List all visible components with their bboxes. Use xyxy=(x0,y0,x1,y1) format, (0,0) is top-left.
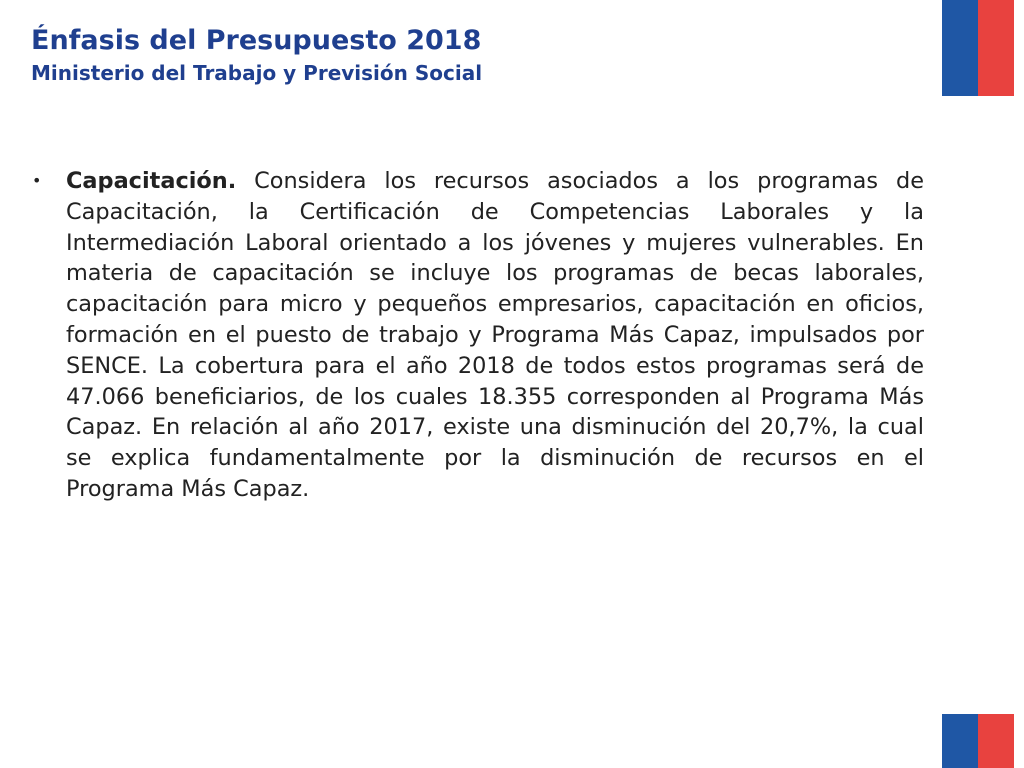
bullet-lead: Capacitación. xyxy=(66,168,237,194)
bullet-body: Considera los recursos asociados a los programas de Capacitación, la Certificación de Competencias Laborales y la Intermediación Laboral orientado a los jóvenes y mujeres vulnerables. En materia de capacitación se incluye los programas de becas laborales, capacitación para micro y pequeños empresarios, capacitación en oficios, formación en el puesto de trabajo y Programa Más Capaz, impulsados por SENCE. La cobertura para el año 2018 de todos estos programas será de 47.066 beneficiarios, de los cuales 18.355 corresponden al Programa Más Capaz. En relación al año 2017, existe una disminución del 20,7%, la cual se explica fundamentalmente por la disminución de recursos en el Programa Más Capaz. xyxy=(66,168,924,502)
slide-subtitle: Ministerio del Trabajo y Previsión Social xyxy=(31,61,483,85)
flag-decoration-top xyxy=(942,0,1014,96)
flag-blue-stripe xyxy=(942,714,978,768)
flag-red-stripe xyxy=(978,0,1014,96)
bullet-paragraph xyxy=(66,166,924,505)
flag-blue-stripe xyxy=(942,0,978,96)
bullet-icon: • xyxy=(32,171,42,190)
bullet-item-capacitacion xyxy=(32,166,924,505)
slide-title: Énfasis del Presupuesto 2018 xyxy=(31,25,482,56)
flag-decoration-bottom xyxy=(942,714,1014,768)
flag-red-stripe xyxy=(978,714,1014,768)
